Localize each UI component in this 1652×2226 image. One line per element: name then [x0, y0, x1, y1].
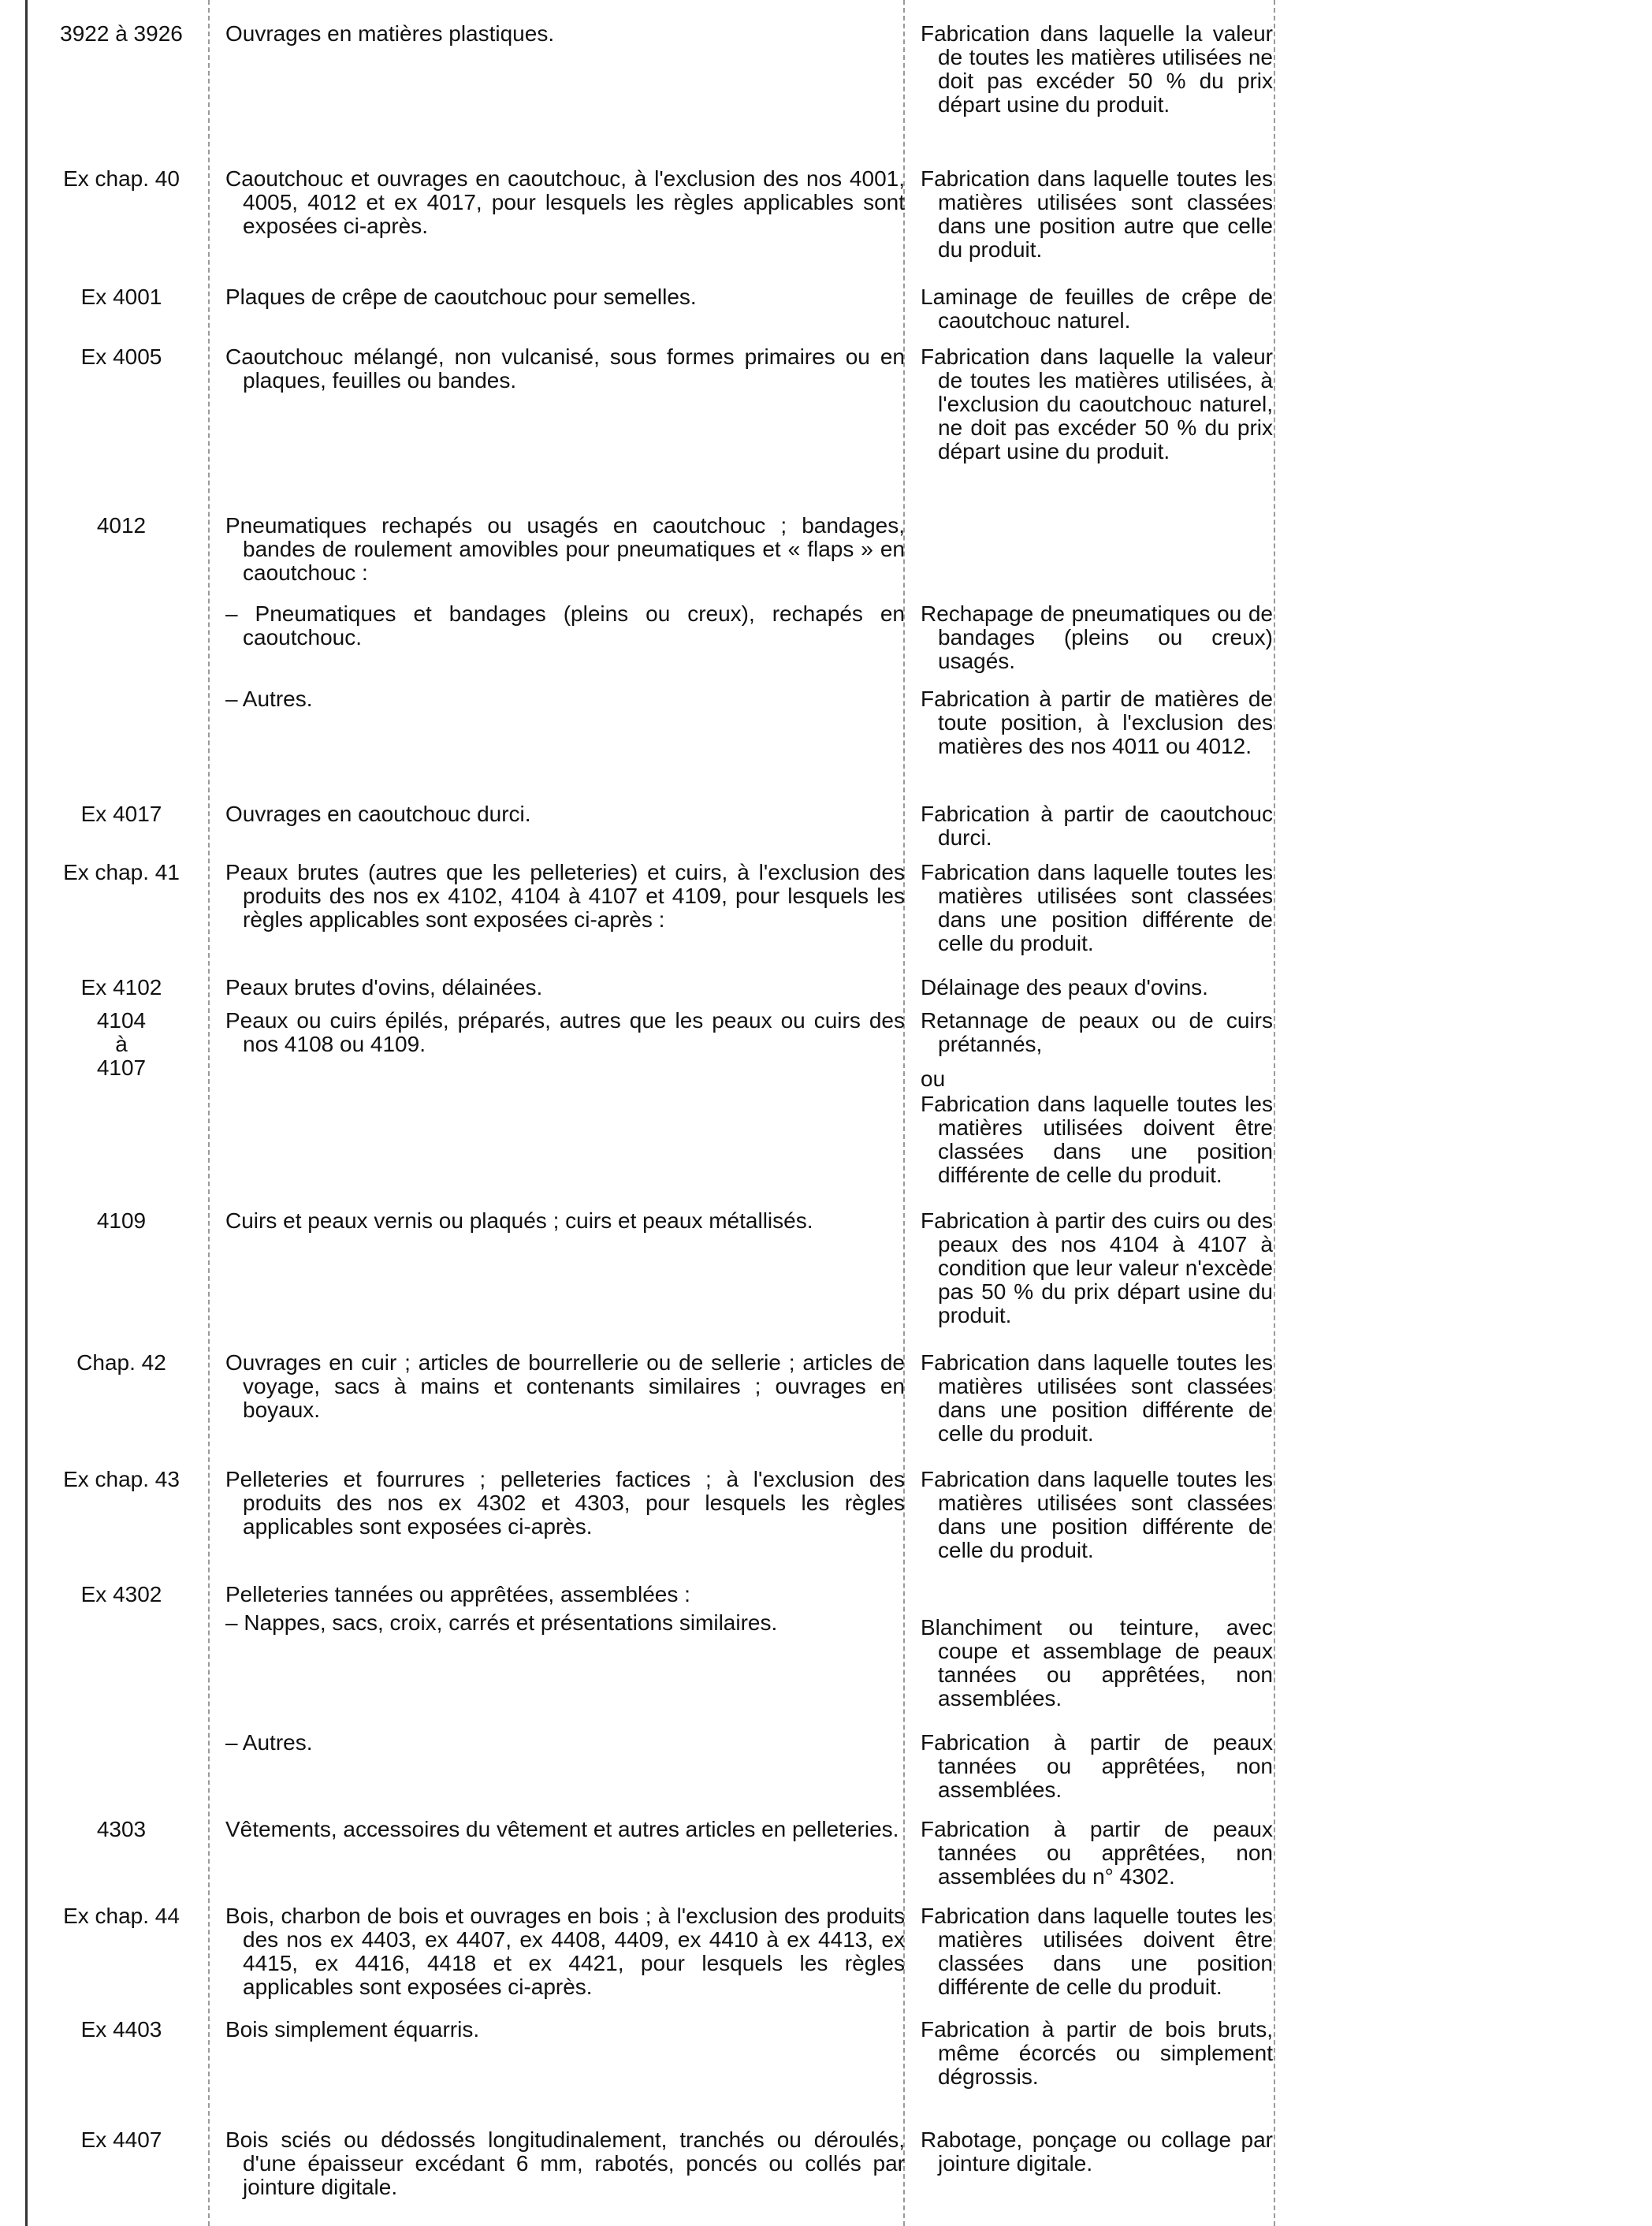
row-description: Pneumatiques rechapés ou usagés en caoutchouc ; bandages, bandes de roulement amovibles pour pneumatiques et « flaps » en caoutchouc : [225, 513, 905, 585]
row-code: Ex 4017 [80, 802, 162, 826]
row-description: Ouvrages en caoutchouc durci. [225, 802, 531, 826]
row-code: 4104 à 4107 [96, 1008, 147, 1080]
row-code: Chap. 42 [76, 1350, 166, 1375]
row-code: Ex chap. 44 [63, 1904, 180, 1928]
column-divider-code [208, 0, 210, 2226]
row-rule: Blanchiment ou teinture, avec coupe et assemblage de peaux tannées ou apprêtées, non assemblées. [921, 1615, 1273, 1710]
row-description: Peaux brutes d'ovins, délainées. [225, 975, 543, 999]
column-divider-rule [1274, 0, 1275, 2226]
row-rule: Fabrication dans laquelle toutes les matières utilisées sont classées dans une position différente de celle du produit. [921, 1350, 1273, 1446]
row-description: – Autres. [225, 1730, 313, 1755]
row-description: Bois, charbon de bois et ouvrages en bois ; à l'exclusion des produits des nos ex 4403, ex 4407, ex 4408, 4409, ex 4410 à ex 4413, ex 4415, ex 4416, 4418 et ex 4421, pour lesquels les règles applicables sont exposées ci-après. [225, 1904, 905, 1999]
row-rule: Fabrication à partir de peaux tannées ou apprêtées, non assemblées. [921, 1730, 1273, 1802]
row-description: – Pneumatiques et bandages (pleins ou creux), rechapés en caoutchouc. [225, 601, 905, 650]
row-rule: Délainage des peaux d'ovins. [921, 975, 1208, 999]
row-code: Ex 4001 [80, 285, 162, 309]
row-rule: Fabrication dans laquelle toutes les matières utilisées sont classées dans une position différente de celle du produit. [921, 860, 1273, 955]
row-rule: Fabrication dans laquelle toutes les matières utilisées doivent être classées dans une position différente de celle du produit. [921, 1904, 1273, 1999]
row-description: Caoutchouc mélangé, non vulcanisé, sous formes primaires ou en plaques, feuilles ou bandes. [225, 344, 905, 393]
row-rule: Fabrication à partir de bois bruts, même écorcés ou simplement dégrossis. [921, 2017, 1273, 2089]
row-code: Ex chap. 41 [63, 860, 180, 884]
row-code: 4012 [96, 513, 147, 538]
row-rule: ou [921, 1066, 946, 1091]
row-description: – Nappes, sacs, croix, carrés et présentations similaires. [225, 1610, 778, 1635]
row-rule: Rechapage de pneumatiques ou de bandages (pleins ou creux) usagés. [921, 601, 1273, 673]
row-rule: Fabrication dans laquelle toutes les matières utilisées sont classées dans une position différente de celle du produit. [921, 1467, 1273, 1562]
left-border-line [25, 0, 28, 2226]
row-code: Ex 4403 [80, 2017, 162, 2042]
row-description: Pelleteries et fourrures ; pelleteries factices ; à l'exclusion des produits des nos ex 4302 et 4303, pour lesquels les règles applicables sont exposées ci-après. [225, 1467, 905, 1539]
row-rule: Fabrication dans laquelle la valeur de toutes les matières utilisées ne doit pas excéder 50 % du prix départ usine du produit. [921, 21, 1273, 117]
row-code: Ex chap. 43 [63, 1467, 180, 1491]
row-rule: Fabrication dans laquelle la valeur de toutes les matières utilisées, à l'exclusion du caoutchouc naturel, ne doit pas excéder 50 % du prix départ usine du produit. [921, 344, 1273, 463]
row-code: Ex 4407 [80, 2127, 162, 2152]
row-description: Caoutchouc et ouvrages en caoutchouc, à l'exclusion des nos 4001, 4005, 4012 et ex 4017, pour lesquels les règles applicables sont exposées ci-après. [225, 166, 905, 238]
row-description: Bois simplement équarris. [225, 2017, 480, 2042]
row-rule: Rabotage, ponçage ou collage par jointure digitale. [921, 2127, 1273, 2176]
row-description: Vêtements, accessoires du vêtement et autres articles en pelleteries. [225, 1817, 899, 1841]
row-description: Cuirs et peaux vernis ou plaqués ; cuirs et peaux métallisés. [225, 1208, 813, 1233]
row-code: Ex 4102 [80, 975, 162, 999]
row-rule: Retannage de peaux ou de cuirs prétannés, [921, 1008, 1273, 1056]
row-description: Peaux ou cuirs épilés, préparés, autres que les peaux ou cuirs des nos 4108 ou 4109. [225, 1008, 905, 1056]
row-description: Plaques de crêpe de caoutchouc pour semelles. [225, 285, 697, 309]
row-rule: Fabrication à partir des cuirs ou des peaux des nos 4104 à 4107 à condition que leur valeur n'excède pas 50 % du prix départ usine du produit. [921, 1208, 1273, 1327]
row-rule: Fabrication dans laquelle toutes les matières utilisées sont classées dans une position autre que celle du produit. [921, 166, 1273, 262]
row-rule: Laminage de feuilles de crêpe de caoutchouc naturel. [921, 285, 1273, 333]
row-code: 3922 à 3926 [60, 21, 183, 46]
row-description: Pelleteries tannées ou apprêtées, assemblées : [225, 1582, 690, 1606]
row-code: Ex 4005 [80, 344, 162, 369]
row-code: Ex chap. 40 [63, 166, 180, 191]
row-rule: Fabrication à partir de caoutchouc durci. [921, 802, 1273, 850]
row-code: Ex 4302 [80, 1582, 162, 1606]
row-description: Peaux brutes (autres que les pelleteries) et cuirs, à l'exclusion des produits des nos ex 4102, 4104 à 4107 et 4109, pour lesquels les règles applicables sont exposées ci-après : [225, 860, 905, 932]
row-rule: Fabrication à partir de peaux tannées ou apprêtées, non assemblées du n° 4302. [921, 1817, 1273, 1889]
row-code: 4303 [96, 1817, 147, 1841]
row-description: Bois sciés ou dédossés longitudinalement, tranchés ou déroulés, d'une épaisseur excédant 6 mm, rabotés, poncés ou collés par jointure digitale. [225, 2127, 905, 2199]
row-code: 4109 [96, 1208, 147, 1233]
row-description: Ouvrages en cuir ; articles de bourrellerie ou de sellerie ; articles de voyage, sacs à mains et contenants similaires ; ouvrages en boyaux. [225, 1350, 905, 1422]
row-rule: Fabrication dans laquelle toutes les matières utilisées doivent être classées dans une position différente de celle du produit. [921, 1092, 1273, 1187]
row-description: – Autres. [225, 687, 313, 711]
row-description: Ouvrages en matières plastiques. [225, 21, 555, 46]
column-divider-description [903, 0, 905, 2226]
row-rule: Fabrication à partir de matières de toute position, à l'exclusion des matières des nos 4011 ou 4012. [921, 687, 1273, 758]
